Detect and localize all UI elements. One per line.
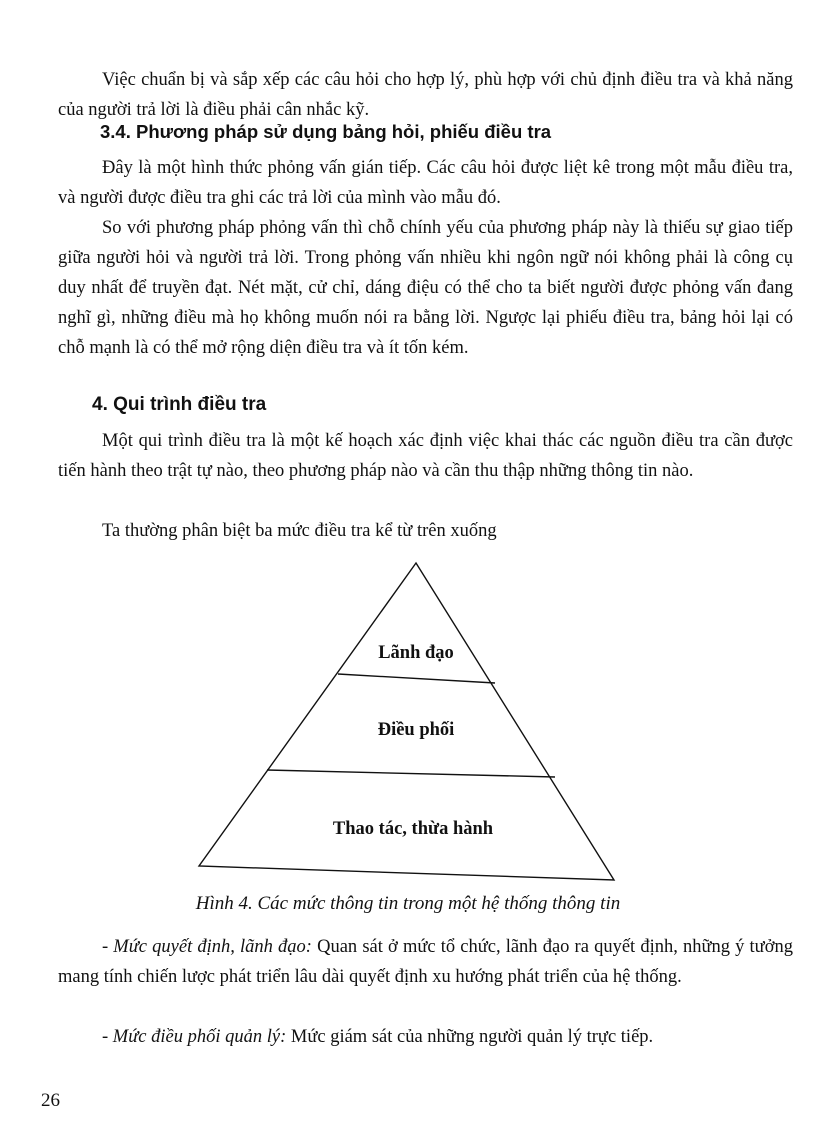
- text-decision-level: Quan sát ở mức tổ chức, lãnh đạo ra quyết định, những ý tưởng mang tính chiến lược phát triển lâu dài quyết định xu hướng phát triển của hệ thống.: [58, 937, 793, 987]
- paragraph-question-preparation: Việc chuẩn bị và sắp xếp các câu hỏi cho hợp lý, phù hợp với chủ định điều tra và khả năng của người trả lời là điều phải cân nhắc kỹ.: [58, 70, 793, 120]
- paragraph-indirect-interview: Đây là một hình thức phỏng vấn gián tiếp. Các câu hỏi được liệt kê trong một mẫu điều tra, và người được điều tra ghi các trả lời của mình vào mẫu đó.: [58, 158, 793, 208]
- section-heading-3-4: 3.4. Phương pháp sử dụng bảng hỏi, phiếu điều tra: [100, 121, 552, 142]
- paragraph-decision-level: [58, 932, 793, 992]
- paragraph-comparison: So với phương pháp phỏng vấn thì chỗ chính yếu của phương pháp này là thiếu sự giao tiếp giữa người hỏi và người trả lời. Trong phỏng vấn nhiều khi ngôn ngữ nói không phải là công cụ duy nhất để truyền đạt. Nét mặt, cử chỉ, dáng điệu có thể cho ta biết người được phỏng vấn đang nghĩ gì, những điều mà họ không muốn nói ra bằng lời. Ngược lại phiếu điều tra, bảng hỏi lại có chỗ mạnh là có thể mở rộng diện điều tra và ít tốn kém.: [58, 218, 793, 358]
- figure-caption: Hình 4. Các mức thông tin trong một hệ thống thông tin: [195, 893, 621, 914]
- section-heading-4: 4. Qui trình điều tra: [92, 394, 267, 415]
- term-coordination-level: - Mức điều phối quản lý:: [102, 1027, 287, 1047]
- pyramid-level-coordination: Điều phối: [377, 720, 455, 740]
- term-decision-level: - Mức quyết định, lãnh đạo:: [102, 937, 312, 957]
- pyramid-divider-bottom: [267, 770, 555, 777]
- page-number: 26: [41, 1090, 60, 1111]
- pyramid-divider-top: [338, 674, 495, 683]
- pyramid-level-leadership: Lãnh đạo: [378, 643, 454, 663]
- paragraph-survey-process: Một qui trình điều tra là một kế hoạch xác định việc khai thác các nguồn điều tra cần được tiến hành theo trật tự nào, theo phương pháp nào và cần thu thập những thông tin nào.: [58, 431, 793, 481]
- pyramid-level-operation: Thao tác, thừa hành: [332, 819, 494, 839]
- text-coordination-level: Mức giám sát của những người quản lý trực tiếp.: [286, 1027, 654, 1047]
- paragraph-three-levels: Ta thường phân biệt ba mức điều tra kể từ trên xuống: [102, 521, 497, 541]
- paragraph-coordination-level: [58, 1022, 793, 1052]
